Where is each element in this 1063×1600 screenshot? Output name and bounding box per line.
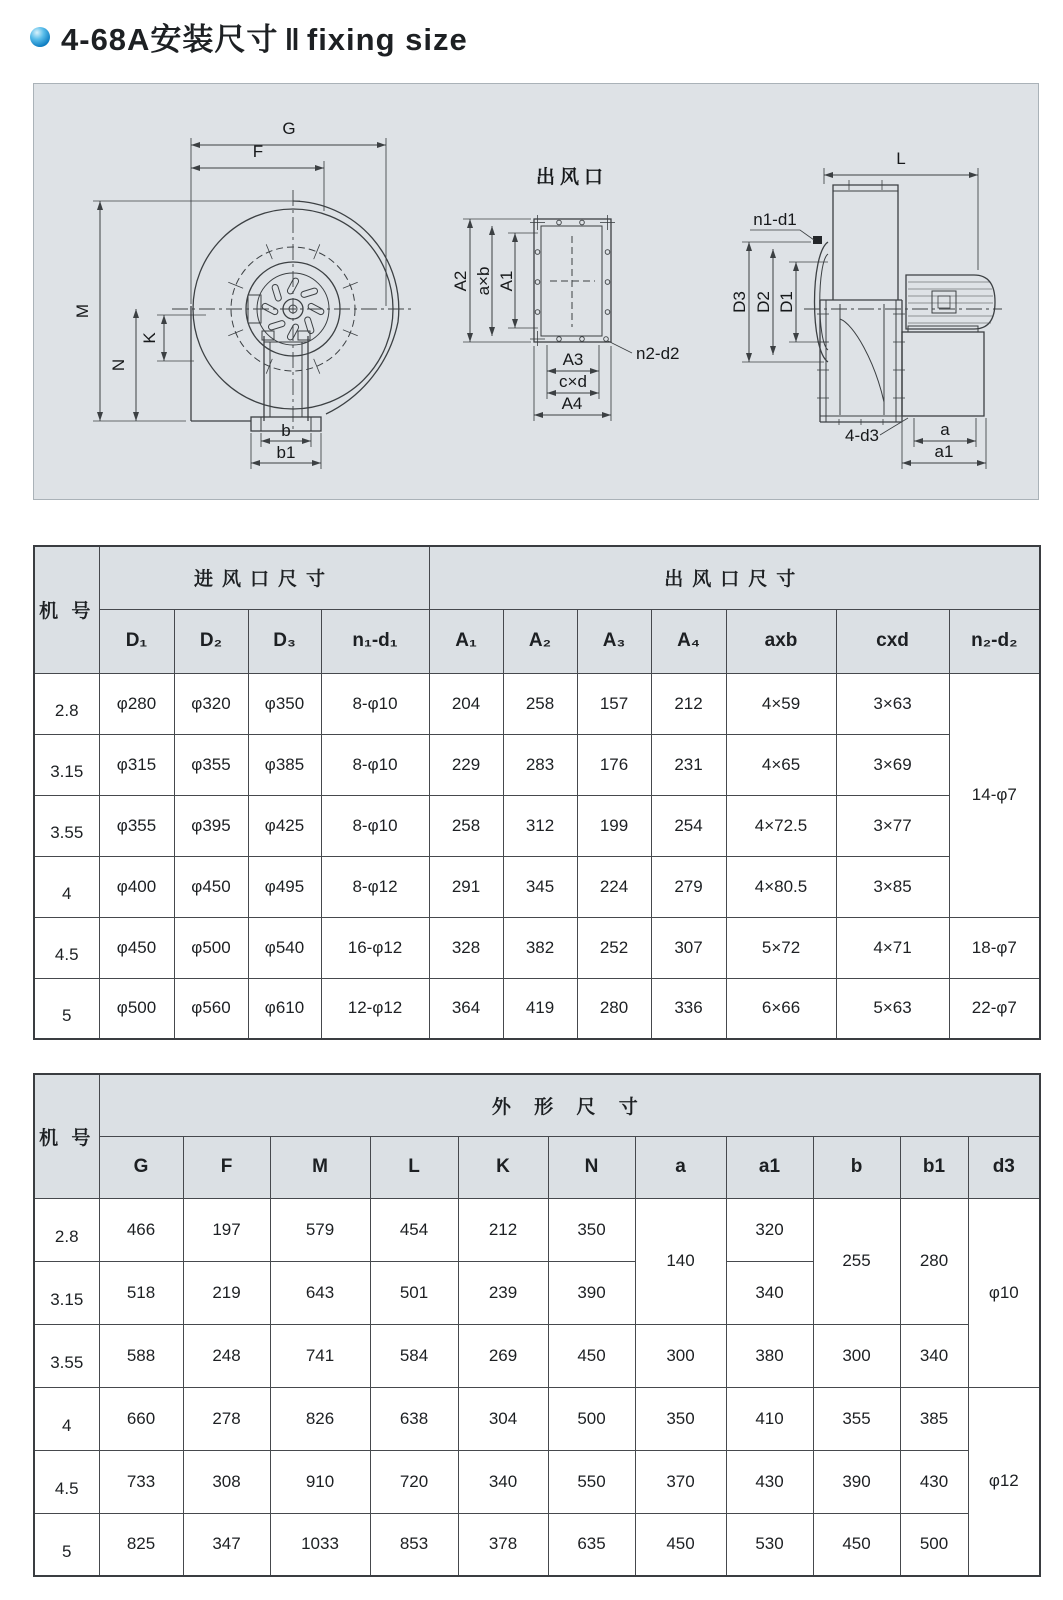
t2-cell: 4	[34, 1387, 99, 1450]
dim-label-D3: D3	[730, 291, 749, 313]
t1-cell: 5	[34, 978, 99, 1039]
t2-cell: 2.8	[34, 1198, 99, 1261]
t1-cell: φ385	[248, 734, 321, 795]
dim-label-n1d1: n1-d1	[753, 210, 797, 229]
t2-cell-merged: φ12	[968, 1387, 1040, 1576]
dim-label-a: a	[940, 420, 950, 439]
t1-cell: 22-φ7	[949, 978, 1040, 1039]
t2-cell: 269	[458, 1324, 548, 1387]
t2-col-b1: b1	[900, 1136, 968, 1198]
t1-cell: φ540	[248, 917, 321, 978]
t1-cell: 231	[651, 734, 726, 795]
t1-cell: 8-φ10	[321, 795, 429, 856]
t1-cell: 4	[34, 856, 99, 917]
bullet-icon	[30, 27, 50, 47]
dim-label-K: K	[140, 332, 159, 344]
t2-cell: 370	[635, 1450, 726, 1513]
t2-cell: 579	[270, 1198, 370, 1261]
t1-cell: φ450	[174, 856, 248, 917]
t2-cell: 450	[548, 1324, 635, 1387]
dim-label-A2: A2	[451, 270, 470, 292]
dim-label-M: M	[73, 303, 92, 319]
t2-cell: 380	[726, 1324, 813, 1387]
n1-d1-bolt	[813, 236, 822, 244]
t1-col-A3: A₃	[577, 609, 651, 673]
t1-col-n1d1: n₁-d₁	[321, 609, 429, 673]
t2-cell: 340	[458, 1450, 548, 1513]
t2-cell: 741	[270, 1324, 370, 1387]
t1-cell: 4×65	[726, 734, 836, 795]
t2-cell: 390	[813, 1450, 900, 1513]
motor-fins	[908, 282, 993, 323]
casing-flange-ticks	[817, 314, 905, 425]
t1-cell: 258	[429, 795, 503, 856]
inlet-outlet-dimensions-table	[33, 545, 1041, 1040]
outlet-view	[451, 165, 679, 421]
t1-cell: 258	[503, 673, 577, 734]
t2-col-d3: d3	[968, 1136, 1040, 1198]
t1-cell: 204	[429, 673, 503, 734]
t2-cell: 638	[370, 1387, 458, 1450]
page-header	[30, 14, 468, 59]
dim-label-A1: A1	[497, 270, 516, 292]
outlet-view-title: 出风口	[535, 167, 609, 188]
drawing-panel	[33, 83, 1039, 500]
t2-col-M: M	[270, 1136, 370, 1198]
t1-cell: 4×59	[726, 673, 836, 734]
t1-cell: 16-φ12	[321, 917, 429, 978]
t1-col-n2d2: n₂-d₂	[949, 609, 1040, 673]
t2-cell: 501	[370, 1261, 458, 1324]
t2-cell: 643	[270, 1261, 370, 1324]
dim-label-a1: a1	[934, 442, 954, 461]
t2-cell: 588	[99, 1324, 183, 1387]
t1-cell: 8-φ10	[321, 673, 429, 734]
t2-cell: 350	[635, 1387, 726, 1450]
t2-cell: 584	[370, 1324, 458, 1387]
t2-cell: 3.55	[34, 1324, 99, 1387]
t1-model-header: 机 号	[34, 546, 99, 673]
t1-cell: 5×72	[726, 917, 836, 978]
t2-cell: 239	[458, 1261, 548, 1324]
t2-cell: 5	[34, 1513, 99, 1576]
t1-cell: 3.55	[34, 795, 99, 856]
side-view	[730, 149, 1002, 469]
t1-col-A2: A₂	[503, 609, 577, 673]
t1-cell: 224	[577, 856, 651, 917]
t2-cell: 410	[726, 1387, 813, 1450]
t2-cell: 378	[458, 1513, 548, 1576]
t1-cell: 336	[651, 978, 726, 1039]
t2-cell: 300	[813, 1324, 900, 1387]
t1-cell: φ450	[99, 917, 174, 978]
t2-cell: 430	[900, 1450, 968, 1513]
t2-col-a1: a1	[726, 1136, 813, 1198]
t2-col-a: a	[635, 1136, 726, 1198]
t1-cell: 157	[577, 673, 651, 734]
t2-cell: 355	[813, 1387, 900, 1450]
dim-label-4d3: 4-d3	[844, 426, 880, 445]
table-row	[34, 917, 1040, 978]
t1-cell: φ320	[174, 673, 248, 734]
t1-cell: 12-φ12	[321, 978, 429, 1039]
t2-cell: 450	[635, 1513, 726, 1576]
t1-cell: 4×71	[836, 917, 949, 978]
t1-col-D1: D₁	[99, 609, 174, 673]
t1-col-A1: A₁	[429, 609, 503, 673]
t1-cell: 3×85	[836, 856, 949, 917]
t2-col-F: F	[183, 1136, 270, 1198]
t2-cell: 390	[548, 1261, 635, 1324]
t1-cell: 8-φ10	[321, 734, 429, 795]
t2-cell: 4.5	[34, 1450, 99, 1513]
t2-cell: 530	[726, 1513, 813, 1576]
t2-col-b: b	[813, 1136, 900, 1198]
t1-cell: φ355	[174, 734, 248, 795]
t2-cell: 733	[99, 1450, 183, 1513]
t2-cell: 340	[900, 1324, 968, 1387]
dim-label-n2d2: n2-d2	[636, 344, 680, 363]
table-row	[34, 673, 1040, 734]
t1-cell: φ400	[99, 856, 174, 917]
t1-cell: 3×69	[836, 734, 949, 795]
t2-cell-merged: 140	[635, 1198, 726, 1324]
t2-cell: 825	[99, 1513, 183, 1576]
t2-model-header: 机 号	[34, 1074, 99, 1198]
table-row	[34, 978, 1040, 1039]
t1-cell: 254	[651, 795, 726, 856]
t2-cell: 340	[726, 1261, 813, 1324]
t1-col-A4: A₄	[651, 609, 726, 673]
t2-cell: 500	[548, 1387, 635, 1450]
dim-label-A3: A3	[562, 350, 584, 369]
dim-label-A4: A4	[561, 394, 583, 413]
t1-cell: 18-φ7	[949, 917, 1040, 978]
t1-cell: 307	[651, 917, 726, 978]
dim-label-axb: a×b	[474, 266, 493, 296]
t2-cell: 450	[813, 1513, 900, 1576]
t1-cell: 4×72.5	[726, 795, 836, 856]
fan-technical-drawing	[34, 84, 1038, 499]
title-zh: 4-68A安装尺寸	[61, 22, 279, 57]
t1-group-outlet: 出风口尺寸	[429, 546, 1040, 609]
t1-cell: 199	[577, 795, 651, 856]
t1-cell: 291	[429, 856, 503, 917]
t1-cell: 5×63	[836, 978, 949, 1039]
t2-cell: 826	[270, 1387, 370, 1450]
t1-cell: 4.5	[34, 917, 99, 978]
t2-cell: 853	[370, 1513, 458, 1576]
table-row	[34, 1324, 1040, 1387]
page-title	[61, 14, 468, 59]
t1-cell: 312	[503, 795, 577, 856]
t1-col-D2: D₂	[174, 609, 248, 673]
t2-col-K: K	[458, 1136, 548, 1198]
t1-cell: φ610	[248, 978, 321, 1039]
t1-cell: 176	[577, 734, 651, 795]
dim-label-b1: b1	[276, 443, 296, 462]
t1-cell: 2.8	[34, 673, 99, 734]
t2-cell: 635	[548, 1513, 635, 1576]
dim-label-D1: D1	[777, 291, 796, 313]
fan-front-view	[73, 119, 414, 469]
t2-cell: 197	[183, 1198, 270, 1261]
t1-cell: φ350	[248, 673, 321, 734]
dim-label-G: G	[282, 119, 296, 138]
t2-cell: 430	[726, 1450, 813, 1513]
t1-cell-merged: 14-φ7	[949, 673, 1040, 917]
t2-cell: 300	[635, 1324, 726, 1387]
t2-cell: 385	[900, 1387, 968, 1450]
t1-cell: 252	[577, 917, 651, 978]
t1-cell: 364	[429, 978, 503, 1039]
t2-cell: 347	[183, 1513, 270, 1576]
t2-group-outline: 外 形 尺 寸	[99, 1074, 1040, 1136]
t2-cell: 518	[99, 1261, 183, 1324]
t1-cell: 345	[503, 856, 577, 917]
t2-cell: 1033	[270, 1513, 370, 1576]
table-row	[34, 1450, 1040, 1513]
t1-cell: 419	[503, 978, 577, 1039]
t2-cell: 278	[183, 1387, 270, 1450]
table-row	[34, 795, 1040, 856]
t2-cell-merged: 280	[900, 1198, 968, 1324]
dim-label-N: N	[109, 358, 128, 372]
t1-cell: 3×63	[836, 673, 949, 734]
table-row	[34, 856, 1040, 917]
t2-cell: 308	[183, 1450, 270, 1513]
t2-cell-merged: 255	[813, 1198, 900, 1324]
t2-cell: 466	[99, 1198, 183, 1261]
t1-cell: 279	[651, 856, 726, 917]
t1-col-cxd: cxd	[836, 609, 949, 673]
table-row	[34, 1198, 1040, 1261]
t1-col-axb: axb	[726, 609, 836, 673]
t2-cell: 500	[900, 1513, 968, 1576]
t2-cell: 660	[99, 1387, 183, 1450]
t1-cell: 283	[503, 734, 577, 795]
t2-cell: 304	[458, 1387, 548, 1450]
t2-cell: 219	[183, 1261, 270, 1324]
dim-label-b: b	[281, 421, 291, 440]
t2-cell: 320	[726, 1198, 813, 1261]
t1-cell: φ500	[99, 978, 174, 1039]
t1-col-D3: D₃	[248, 609, 321, 673]
t1-cell: 6×66	[726, 978, 836, 1039]
overall-dimensions-table	[33, 1073, 1041, 1577]
t1-group-inlet: 进风口尺寸	[99, 546, 429, 609]
t2-cell: 248	[183, 1324, 270, 1387]
t2-col-N: N	[548, 1136, 635, 1198]
t1-cell: 280	[577, 978, 651, 1039]
t2-cell: 910	[270, 1450, 370, 1513]
t2-cell: 550	[548, 1450, 635, 1513]
t2-cell: 3.15	[34, 1261, 99, 1324]
dim-label-F: F	[252, 142, 264, 161]
t2-cell: 720	[370, 1450, 458, 1513]
t2-cell: 454	[370, 1198, 458, 1261]
t2-col-G: G	[99, 1136, 183, 1198]
t1-cell: φ500	[174, 917, 248, 978]
t2-cell: 350	[548, 1198, 635, 1261]
t1-cell: φ355	[99, 795, 174, 856]
t1-cell: φ395	[174, 795, 248, 856]
table-row	[34, 1513, 1040, 1576]
t1-cell: 3.15	[34, 734, 99, 795]
title-separator: ‖	[284, 22, 301, 57]
table-row	[34, 1387, 1040, 1450]
t1-cell: φ495	[248, 856, 321, 917]
t1-cell: 382	[503, 917, 577, 978]
t1-cell: 4×80.5	[726, 856, 836, 917]
t1-cell: φ560	[174, 978, 248, 1039]
t2-cell-merged: φ10	[968, 1198, 1040, 1387]
dim-label-L: L	[896, 149, 906, 168]
t2-col-L: L	[370, 1136, 458, 1198]
t1-cell: 229	[429, 734, 503, 795]
title-en: fixing size	[306, 22, 468, 57]
table-row	[34, 734, 1040, 795]
t2-cell: 212	[458, 1198, 548, 1261]
t1-cell: 3×77	[836, 795, 949, 856]
dim-label-D2: D2	[754, 291, 773, 313]
t1-cell: 328	[429, 917, 503, 978]
dim-label-cxd: c×d	[559, 372, 587, 391]
t1-cell: φ425	[248, 795, 321, 856]
t1-cell: φ315	[99, 734, 174, 795]
t1-cell: 8-φ12	[321, 856, 429, 917]
t1-cell: 212	[651, 673, 726, 734]
t1-cell: φ280	[99, 673, 174, 734]
